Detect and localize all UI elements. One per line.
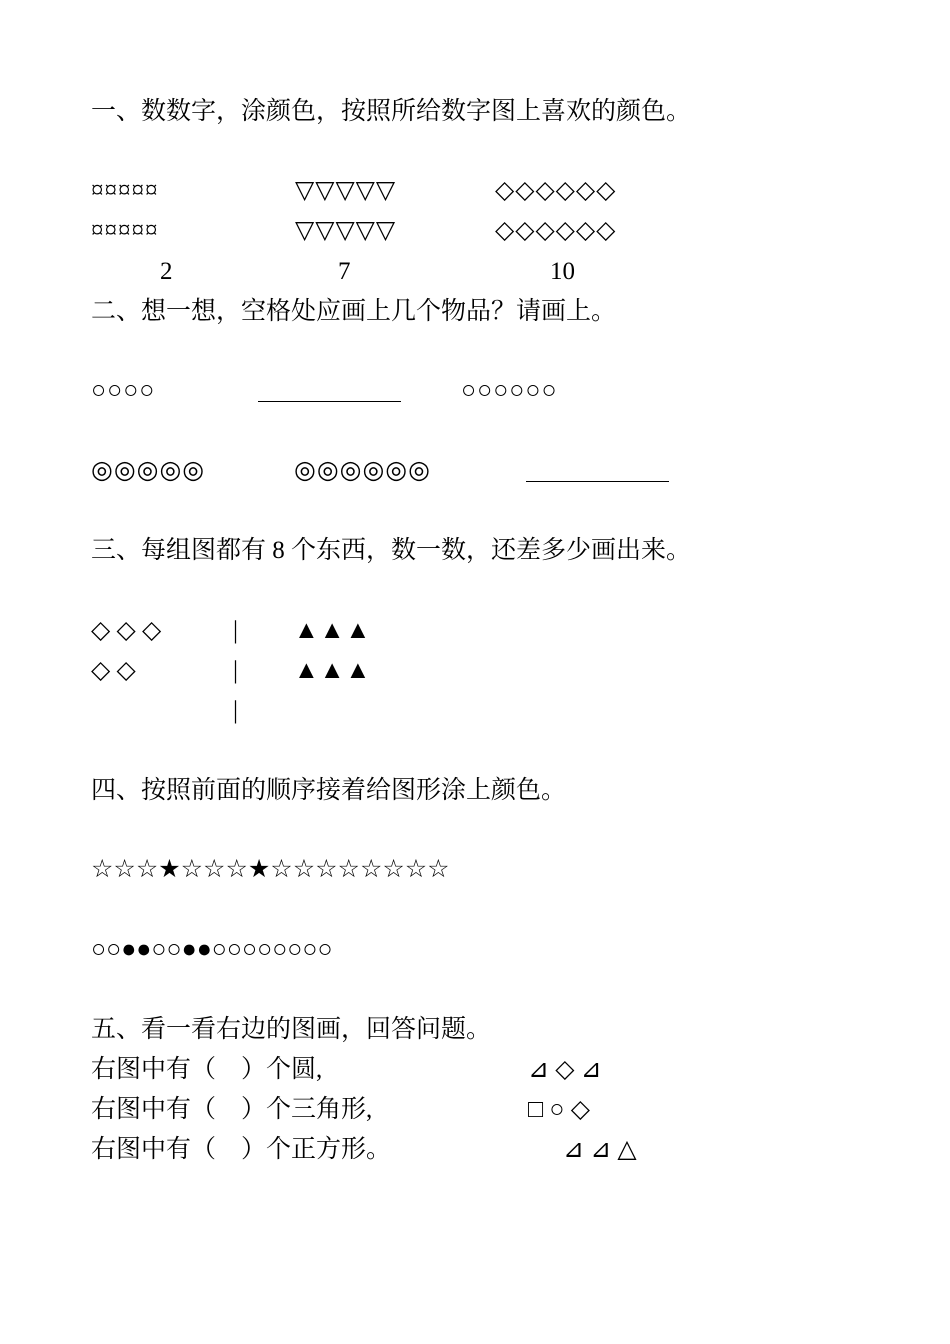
black-triangle-row1: ▲▲▲ <box>294 617 372 644</box>
circle-sequence: ○○●●○○●●○○○○○○○○ <box>91 936 333 963</box>
diamond-set-row1: ◇ ◇ ◇ <box>91 617 162 644</box>
section3-title: 三、每组图都有 8 个东西，数一数，还差多少画出来。 <box>91 537 692 564</box>
question-circles: 右图中有（ ）个圆, <box>91 1056 323 1083</box>
triangle-down-group-row2: ▽▽▽▽▽ <box>295 217 397 244</box>
double-circle-row2-middle: ◎◎◎◎◎◎ <box>294 457 431 484</box>
black-triangle-row2: ▲▲▲ <box>294 657 372 684</box>
count-number-2: 2 <box>160 258 173 285</box>
circle-row1-left: ○○○○ <box>91 377 156 404</box>
question-triangles: 右图中有（ ）个三角形, <box>91 1096 373 1123</box>
currency-symbol-group-row1: ¤¤¤¤¤ <box>91 177 159 204</box>
section2-title: 二、想一想，空格处应画上几个物品？请画上。 <box>91 298 617 325</box>
star-sequence: ☆☆☆★☆☆☆★☆☆☆☆☆☆☆☆ <box>91 856 450 883</box>
divider-row1: | <box>233 617 239 644</box>
answer-blank-row1[interactable] <box>258 401 401 402</box>
diamond-set-row2: ◇ ◇ <box>91 657 136 684</box>
triangle-down-group-row1: ▽▽▽▽▽ <box>295 177 397 204</box>
section1-title: 一、数数字，涂颜色，按照所给数字图上喜欢的颜色。 <box>91 98 692 125</box>
figure-row2: □ ○ ◇ <box>528 1096 590 1123</box>
count-number-7: 7 <box>338 258 351 285</box>
circle-row1-right: ○○○○○○ <box>461 377 558 404</box>
answer-blank-row2[interactable] <box>526 481 669 482</box>
question-squares: 右图中有（ ）个正方形。 <box>91 1136 392 1163</box>
section5-title: 五、看一看右边的图画，回答问题。 <box>91 1016 492 1043</box>
diamond-group-row1: ◇◇◇◇◇◇ <box>495 177 617 204</box>
diamond-group-row2: ◇◇◇◇◇◇ <box>495 217 617 244</box>
figure-row3: ⊿ ⊿ △ <box>563 1136 637 1163</box>
double-circle-row2-left: ◎◎◎◎◎ <box>91 457 206 484</box>
figure-row1: ⊿ ◇ ⊿ <box>528 1056 602 1083</box>
section4-title: 四、按照前面的顺序接着给图形涂上颜色。 <box>91 777 567 804</box>
count-number-10: 10 <box>550 258 575 285</box>
divider-row2: | <box>233 657 239 684</box>
currency-symbol-group-row2: ¤¤¤¤¤ <box>91 217 159 244</box>
divider-row3: | <box>233 697 239 724</box>
